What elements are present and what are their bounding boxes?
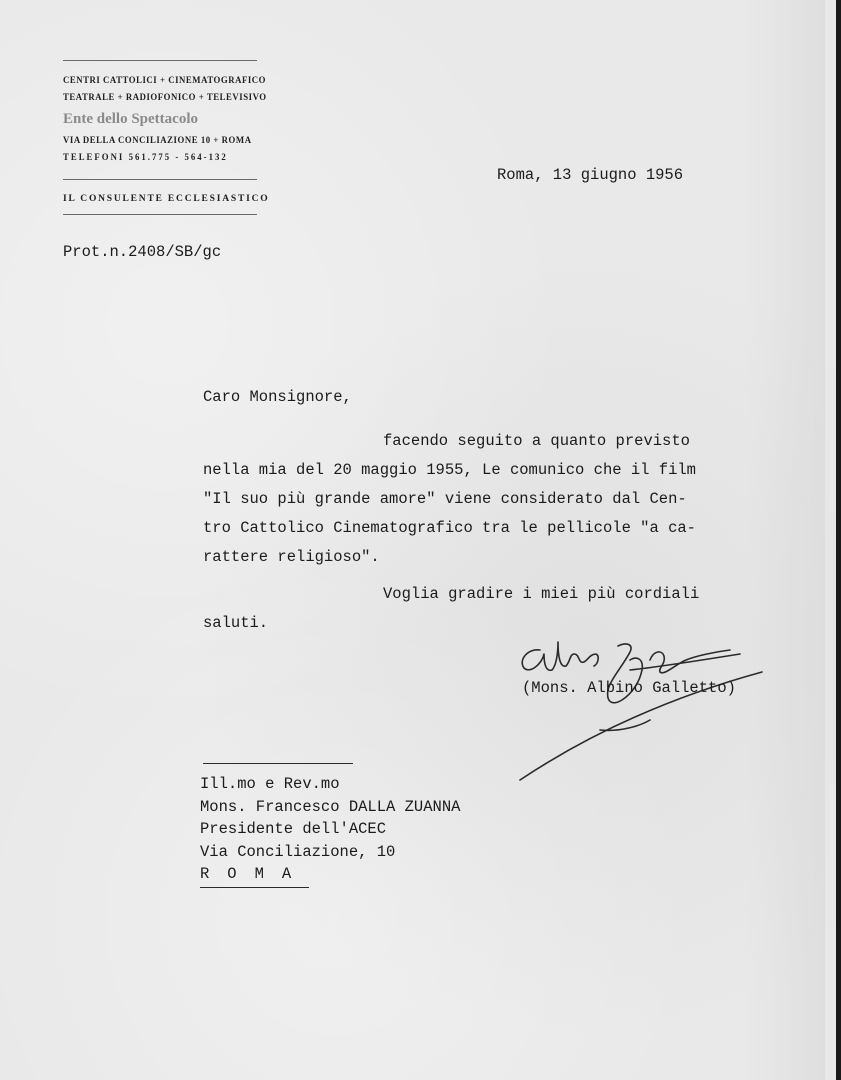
- recipient-line-1: Ill.mo e Rev.mo: [200, 775, 340, 793]
- letterhead-bottom-rule: [63, 214, 257, 215]
- letter-date: Roma, 13 giugno 1956: [497, 166, 684, 184]
- body-line-2: nella mia del 20 maggio 1955, Le comunico che il film: [203, 461, 696, 479]
- letterhead-top-rule: [63, 60, 257, 61]
- body-line-1: facendo seguito a quanto previsto: [383, 432, 690, 450]
- recipient-city: ROMA: [200, 863, 309, 888]
- signer-name: (Mons. Albino Galletto): [522, 679, 736, 697]
- letterhead-consulente: IL CONSULENTE ECCLESIASTICO: [63, 194, 270, 204]
- paper-bleed-through: [745, 0, 825, 1080]
- recipient-line-4: Via Conciliazione, 10: [200, 842, 396, 861]
- recipient-address: [200, 773, 460, 888]
- salutation: Caro Monsignore,: [203, 388, 352, 406]
- body-line-4: tro Cattolico Cinematografico tra le pellicole "a ca-: [203, 519, 696, 537]
- letterhead-line-2: TEATRALE + RADIOFONICO + TELEVISIVO: [63, 93, 267, 103]
- letterhead-phones: TELEFONI 561.775 - 564-132: [63, 153, 228, 163]
- body-line-5: rattere religioso".: [203, 548, 380, 566]
- handwritten-signature: [500, 620, 780, 800]
- recipient-line-2: Mons. Francesco DALLA ZUANNA: [200, 797, 461, 816]
- scan-edge: [836, 0, 841, 1080]
- letterhead-line-1: CENTRI CATTOLICI + CINEMATOGRAFICO: [63, 76, 267, 86]
- closing-line-2: saluti.: [203, 614, 269, 632]
- letterhead-middle-rule: [63, 179, 257, 180]
- address-separator: [203, 763, 353, 764]
- protocol-number: Prot.n.2408/SB/gc: [63, 243, 222, 261]
- letterhead: [63, 60, 270, 215]
- letterhead-address: VIA DELLA CONCILIAZIONE 10 + ROMA: [63, 136, 252, 146]
- body-line-3: "Il suo più grande amore" viene considerato dal Cen-: [203, 490, 687, 508]
- letterhead-name: Ente dello Spettacolo: [63, 111, 198, 127]
- closing-line-1: Voglia gradire i miei più cordiali: [383, 585, 700, 603]
- recipient-line-3: Presidente dell'ACEC: [200, 820, 387, 838]
- letter-body: [203, 427, 696, 572]
